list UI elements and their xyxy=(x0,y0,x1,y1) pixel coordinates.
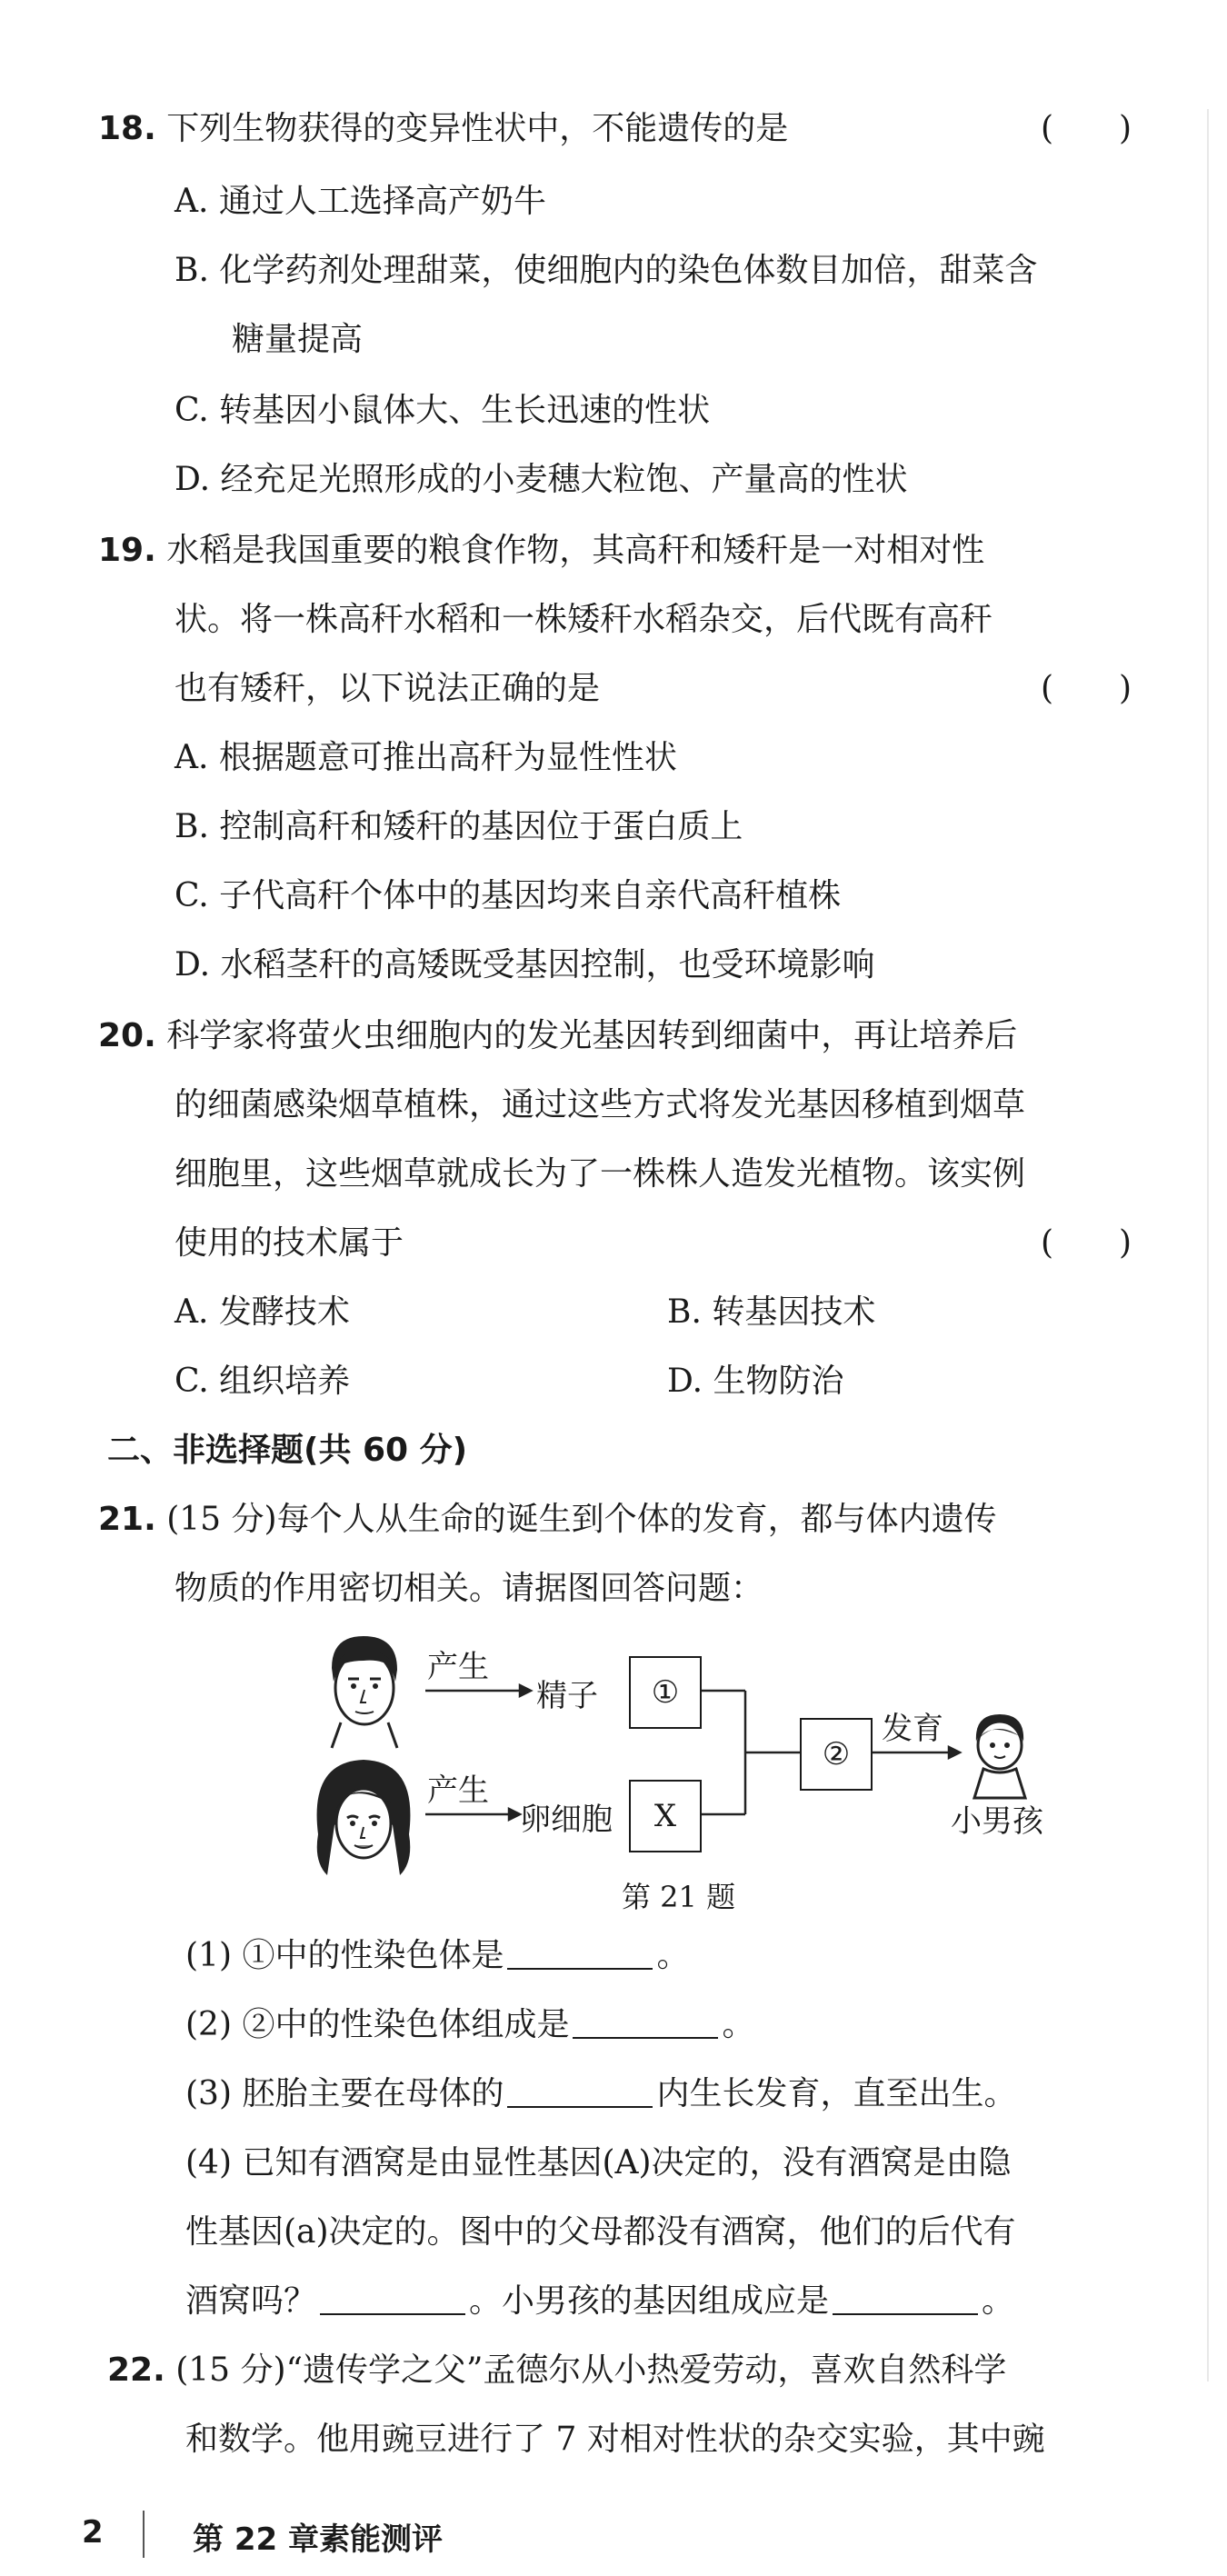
label-produce-1: 产生 xyxy=(427,1649,489,1685)
boy-icon xyxy=(963,1709,1036,1800)
box-x-egg-chromosome: X xyxy=(629,1780,702,1852)
q20-option-a: A. 发酵技术 xyxy=(175,1293,350,1331)
q21-sub1: (1) ①中的性染色体是 。 xyxy=(185,1937,690,1974)
q19-option-c: C. 子代高秆个体中的基因均来自亲代高秆植株 xyxy=(175,877,842,914)
box-2-zygote: ② xyxy=(800,1718,873,1791)
section-heading: 二、非选择题(共 60 分) xyxy=(107,1432,468,1469)
page-edge-shadow xyxy=(1207,109,1209,2381)
q22-stem-1: 22. (15 分)“遗传学之父”孟德尔从小热爱劳动，喜欢自然科学 xyxy=(107,2351,1007,2389)
q21-sub4-line3: 酒窝吗？ 。小男孩的基因组成应是 。 xyxy=(185,2282,1015,2320)
q19-stem-2: 状。将一株高秆水稻和一株矮秆水稻杂交，后代既有高秆 xyxy=(175,601,993,638)
q19-option-a: A. 根据题意可推出高秆为显性性状 xyxy=(175,739,677,776)
q21-sub4-line2: 性基因(a)决定的。图中的父母都没有酒窝，他们的后代有 xyxy=(185,2213,1016,2251)
q20-stem-2: 的细菌感染烟草植株，通过这些方式将发光基因移植到烟草 xyxy=(175,1086,1026,1123)
label-develop: 发育 xyxy=(882,1711,943,1747)
q18-answer-paren: ( ) xyxy=(1041,110,1132,147)
footer-title: 第 22 章素能测评 xyxy=(193,2521,443,2558)
q20-option-c: C. 组织培养 xyxy=(175,1363,351,1400)
q20-stem-3: 细胞里，这些烟草就成长为了一株株人造发光植物。该实例 xyxy=(175,1155,1026,1193)
q20-stem-4: 使用的技术属于 xyxy=(175,1224,404,1262)
figure-caption: 第 21 题 xyxy=(622,1880,736,1914)
q19-option-b: B. 控制高秆和矮秆的基因位于蛋白质上 xyxy=(175,808,743,845)
q21-sub1-blank[interactable] xyxy=(507,1935,653,1970)
page-number: 2 xyxy=(82,2514,104,2551)
q21-sub2-blank[interactable] xyxy=(573,2004,718,2039)
q20-answer-paren: ( ) xyxy=(1041,1224,1132,1262)
q18-option-a: A. 通过人工选择高产奶牛 xyxy=(175,183,546,220)
label-boy: 小男孩 xyxy=(951,1803,1043,1840)
q21-sub3: (3) 胚胎主要在母体的 内生长发育，直至出生。 xyxy=(185,2075,1017,2112)
label-egg: 卵细胞 xyxy=(520,1802,613,1838)
q21-stem-1: 21. (15 分)每个人从生命的诞生到个体的发育，都与体内遗传 xyxy=(98,1501,997,1538)
q22-number: 22. xyxy=(107,2351,165,2389)
q20-stem-1: 20. 科学家将萤火虫细胞内的发光基因转到细菌中，再让培养后 xyxy=(98,1017,1018,1054)
box-1-sperm-chromosome: ① xyxy=(629,1656,702,1729)
q18-stem-text: 下列生物获得的变异性状中，不能遗传的是 xyxy=(166,110,789,147)
q18-option-c: C. 转基因小鼠体大、生长迅速的性状 xyxy=(175,392,711,429)
q19-option-d: D. 水稻茎秆的高矮既受基因控制，也受环境影响 xyxy=(175,946,875,983)
q21-sub4-blank-genotype[interactable] xyxy=(833,2281,978,2315)
q18-option-b: B. 化学药剂处理甜菜，使细胞内的染色体数目加倍，甜菜含 xyxy=(175,252,1038,289)
q21-sub2: (2) ②中的性染色体组成是 。 xyxy=(185,2006,755,2043)
q20-number: 20. xyxy=(98,1017,156,1054)
q19-number: 19. xyxy=(98,532,156,569)
q20-option-d: D. 生物防治 xyxy=(667,1363,844,1400)
q18-option-d: D. 经充足光照形成的小麦穗大粒饱、产量高的性状 xyxy=(175,461,908,498)
father-face-icon xyxy=(314,1632,414,1750)
label-sperm: 精子 xyxy=(536,1678,598,1714)
q18-number: 18. xyxy=(98,110,156,147)
mother-face-icon xyxy=(309,1752,418,1880)
q21-sub4-blank-dimple[interactable] xyxy=(320,2281,465,2315)
q19-answer-paren: ( ) xyxy=(1041,670,1132,707)
q19-stem-3: 也有矮秆，以下说法正确的是 xyxy=(175,670,601,707)
q19-stem-1: 19. 水稻是我国重要的粮食作物，其高秆和矮秆是一对相对性 xyxy=(98,532,985,569)
label-produce-2: 产生 xyxy=(427,1772,489,1809)
q22-stem-2: 和数学。他用豌豆进行了 7 对相对性状的杂交实验，其中豌 xyxy=(185,2421,1045,2458)
q21-sub4-line1: (4) 已知有酒窝是由显性基因(A)决定的，没有酒窝是由隐 xyxy=(185,2144,1012,2182)
q20-option-b: B. 转基因技术 xyxy=(667,1293,876,1331)
q21-number: 21. xyxy=(98,1501,156,1538)
q21-sub3-blank[interactable] xyxy=(507,2073,653,2108)
q18-option-b-cont: 糖量提高 xyxy=(232,321,364,358)
q21-stem-2: 物质的作用密切相关。请据图回答问题： xyxy=(175,1570,764,1607)
q18-stem xyxy=(98,107,788,151)
footer-divider xyxy=(143,2511,145,2558)
